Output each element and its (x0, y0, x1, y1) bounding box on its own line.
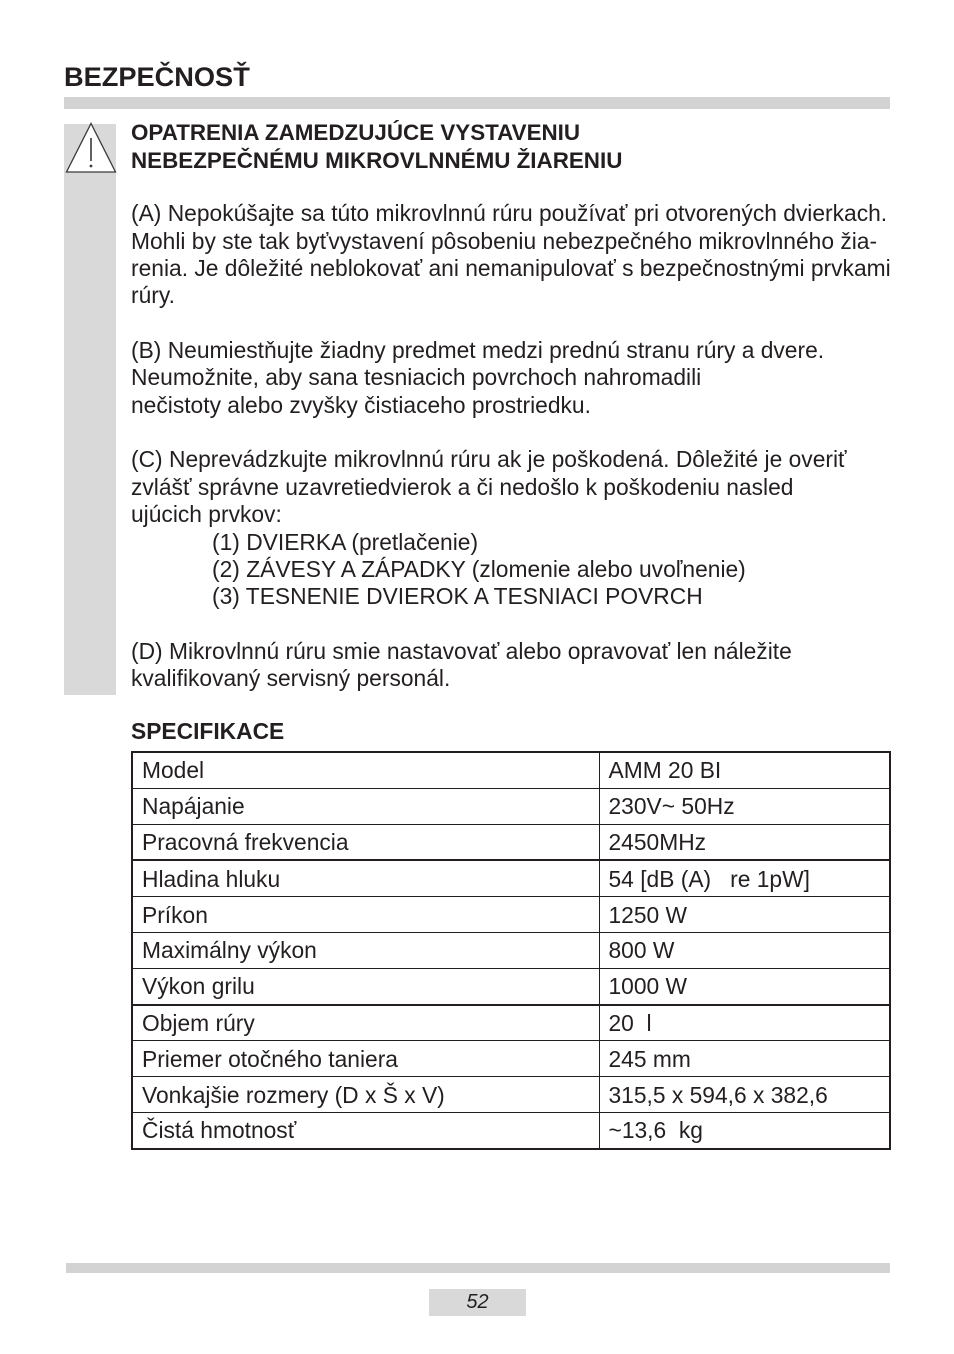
table-row (132, 788, 890, 824)
warning-heading (131, 119, 622, 175)
paragraph-b (131, 337, 921, 419)
paragraph-line: nečistoty alebo zvyšky čistiaceho prostriedku. (131, 391, 591, 418)
paragraph-line: Mohli by ste tak byťvystavení pôsobeniu nebezpečného mikrovlnného žia- (131, 227, 878, 254)
table-row (132, 897, 890, 933)
warning-heading-line: OPATRENIA ZAMEDZUJÚCE VYSTAVENIU (131, 120, 581, 145)
spec-label: Pracovná frekvencia (132, 824, 599, 860)
spec-value: ~13,6 kg (599, 1112, 890, 1148)
paragraph-c (131, 446, 921, 610)
warning-body (131, 200, 921, 692)
table-row (132, 860, 890, 896)
warning-side-strip (64, 124, 116, 695)
spec-label: Model (132, 752, 599, 788)
spec-label: Čistá hmotnosť (132, 1112, 599, 1148)
specifications-table (131, 751, 891, 1150)
paragraph-line: (A) Nepokúšajte sa túto mikrovlnnú rúru používať pri otvorených dvierkach. (131, 200, 888, 227)
warning-heading-line: NEBEZPEČNÉMU MIKROVLNNÉMU ŽIARENIU (131, 148, 623, 173)
paragraph-a (131, 200, 921, 309)
table-row (132, 752, 890, 788)
spec-label: Príkon (132, 897, 599, 933)
paragraph-line: zvlášť správne uzavretiedvierok a či nedošlo k poškodeniu nasled (131, 473, 794, 500)
table-row (132, 932, 890, 968)
spec-label: Vonkajšie rozmery (D x Š x V) (132, 1077, 599, 1113)
spec-value: 20 l (599, 1005, 890, 1041)
footer-divider (66, 1263, 890, 1273)
table-row (132, 968, 890, 1004)
table-row (132, 824, 890, 860)
paragraph-d (131, 638, 921, 693)
spec-label: Priemer otočného taniera (132, 1041, 599, 1077)
spec-value: 54 [dB (A) re 1pW] (599, 860, 890, 896)
page-title: BEZPEČNOSŤ (64, 60, 250, 92)
spec-value: 2450MHz (599, 824, 890, 860)
paragraph-line: (C) Neprevádzkujte mikrovlnnú rúru ak je poškodená. Dôležité je overiť (131, 446, 847, 473)
spec-value: 230V~ 50Hz (599, 788, 890, 824)
table-row (132, 1112, 890, 1148)
paragraph-line: Neumožnite, aby sana tesniacich povrchoch nahromadili (131, 364, 702, 391)
spec-label: Hladina hluku (132, 860, 599, 896)
spec-label: Maximálny výkon (132, 932, 599, 968)
list-item: (1) DVIERKA (pretlačenie) (212, 528, 479, 555)
specifications-heading: SPECIFIKACE (131, 718, 285, 745)
spec-value: 800 W (599, 932, 890, 968)
table-row (132, 1077, 890, 1113)
spec-value: 245 mm (599, 1041, 890, 1077)
paragraph-line: renia. Je dôležité neblokovať ani nemanipulovať s bezpečnostnými prvkami (131, 255, 891, 282)
paragraph-line: kvalifikovaný servisný personál. (131, 665, 451, 692)
paragraph-line: (B) Neumiestňujte žiadny predmet medzi prednú stranu rúry a dvere. (131, 337, 825, 364)
spec-label: Napájanie (132, 788, 599, 824)
warning-triangle-icon (64, 122, 117, 174)
header-divider (64, 97, 890, 109)
paragraph-line: ujúcich prvkov: (131, 501, 282, 528)
spec-label: Objem rúry (132, 1005, 599, 1041)
spec-label: Výkon grilu (132, 968, 599, 1004)
table-row (132, 1005, 890, 1041)
spec-value: 1250 W (599, 897, 890, 933)
list-item: (2) ZÁVESY A ZÁPADKY (zlomenie alebo uvoľnenie) (212, 555, 746, 582)
list-item: (3) TESNENIE DVIEROK A TESNIACI POVRCH (212, 583, 703, 610)
paragraph-line: rúry. (131, 282, 175, 309)
page-number: 52 (429, 1289, 526, 1316)
spec-value: AMM 20 BI (599, 752, 890, 788)
table-row (132, 1041, 890, 1077)
spec-value: 315,5 x 594,6 x 382,6 (599, 1077, 890, 1113)
spec-value: 1000 W (599, 968, 890, 1004)
paragraph-line: (D) Mikrovlnnú rúru smie nastavovať alebo opravovať len náležite (131, 637, 792, 664)
